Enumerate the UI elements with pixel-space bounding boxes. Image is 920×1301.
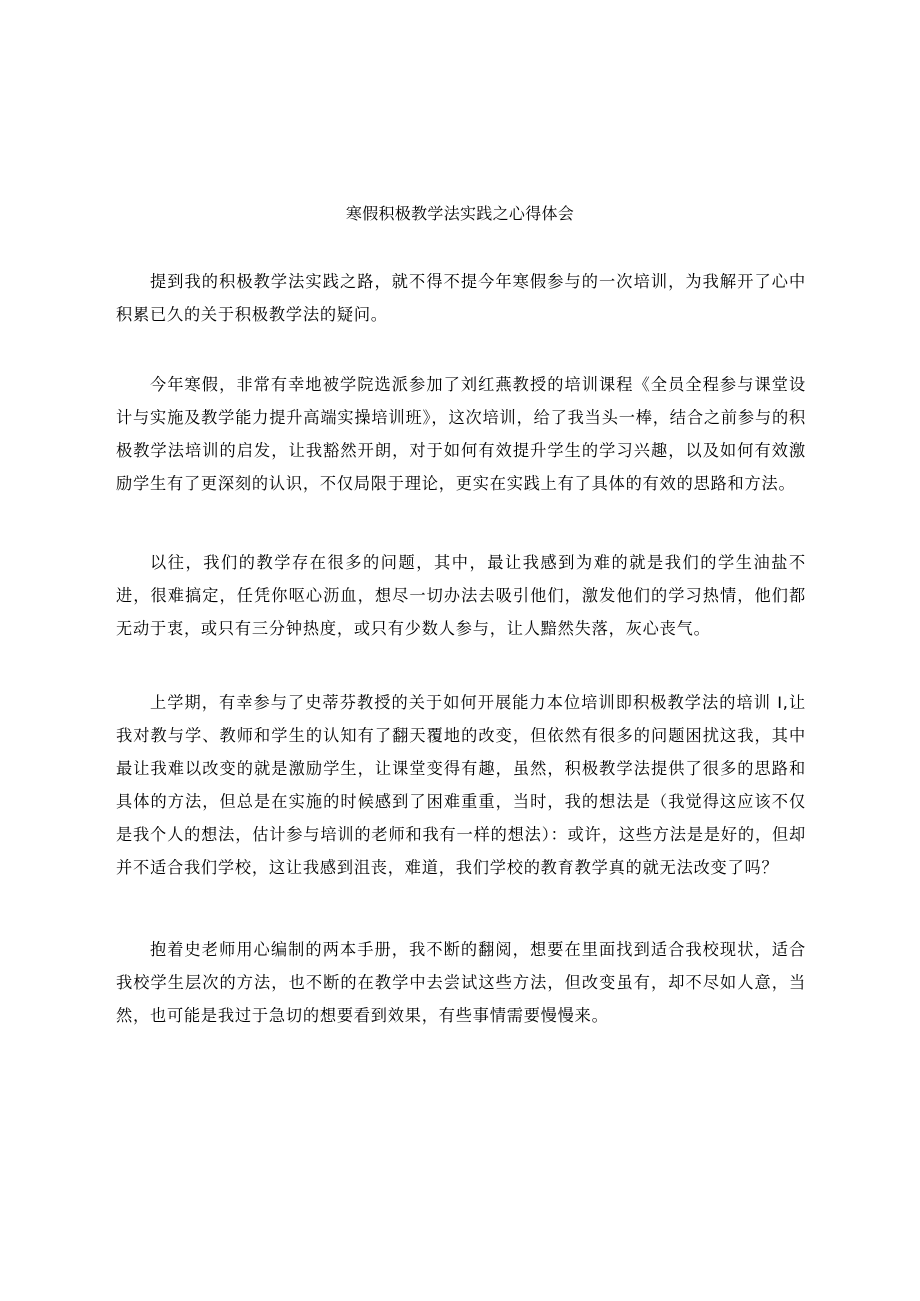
paragraph-2: 今年寒假，非常有幸地被学院选派参加了刘红燕教授的培训课程《全员全程参与课堂设计与实施及教学能力提升高端实操培训班》，这次培训，给了我当头一棒，结合之前参与的积极教学法培训的启发，让我豁然开朗，对于如何有效提升学生的学习兴趣，以及如何有效激励学生有了更深刻的认识，不仅局限于理论，更实在实践上有了具体的有效的思路和方法。 (116, 375, 806, 493)
paragraph-1: 提到我的积极教学法实践之路，就不得不提今年寒假参与的一次培训，为我解开了心中积累已久的关于积极教学法的疑问。 (116, 272, 806, 324)
paragraph-5: 抱着史老师用心编制的两本手册，我不断的翻阅，想要在里面找到适合我校现状，适合我校学生层次的方法，也不断的在教学中去尝试这些方法，但改变虽有，却不尽如人意，当然，也可能是我过于急切的想要看到效果，有些事情需要慢慢来。 (116, 940, 806, 1025)
paragraph-4: 上学期，有幸参与了史蒂芬教授的关于如何开展能力本位培训即积极教学法的培训 I,让我对教与学、教师和学生的认知有了翻天覆地的改变，但依然有很多的问题困扰这我，其中最让我难以改变的就是激励学生，让课堂变得有趣，虽然，积极教学法提供了很多的思路和具体的方法，但总是在实施的时候感到了困难重重，当时，我的想法是（我觉得这应该不仅是我个人的想法，估计参与培训的老师和我有一样的想法）：或许，这些方法是是好的，但却并不适合我们学校，这让我感到沮丧，难道，我们学校的教育教学真的就无法改变了吗？ (116, 693, 806, 877)
document-title: 寒假积极教学法实践之心得体会 (345, 204, 575, 223)
paragraph-3: 以往，我们的教学存在很多的问题，其中，最让我感到为难的就是我们的学生油盐不进，很难搞定，任凭你呕心沥血，想尽一切办法去吸引他们，激发他们的学习热情，他们都无动于衷，或只有三分钟热度，或只有少数人参与，让人黯然失落，灰心丧气。 (116, 553, 806, 638)
